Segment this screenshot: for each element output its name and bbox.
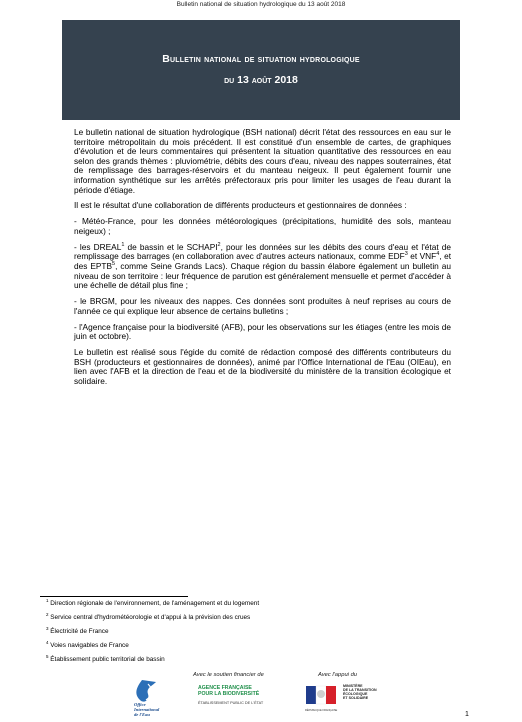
- footnote-number: 4: [46, 640, 49, 646]
- oieau-line: de l'Eau: [134, 712, 150, 717]
- footnote-text: Établissement public territorial de bassin: [50, 656, 165, 664]
- footnote-ref: 3: [404, 251, 408, 258]
- paragraph-dreal: [74, 243, 451, 291]
- footnote-item: [46, 597, 466, 608]
- document-date: du 13 août 2018: [224, 74, 298, 86]
- ministere-line: ÉCOLOGIQUE: [343, 692, 368, 697]
- footnote-text: Électricité de France: [50, 628, 109, 636]
- body-text: [74, 128, 451, 393]
- ministere-line: MINISTÈRE: [343, 684, 363, 688]
- text-span: , comme Seine Grands Lacs). Chaque région du bassin élabore également un bulletin au niveau de son territoire : leur fréquence de parution est généralement mensuelle et permet d'accéder à une échelle de détail plus fine ;: [74, 261, 452, 291]
- paragraph-brgm: - le BRGM, pour les niveaux des nappes. Ces données sont produites à neuf reprises au cours de l'année ce qui explique leur absence de certains bulletins ;: [74, 296, 451, 316]
- text-span: , pour les données sur les débits des cours d'eau et l'état de remplissage des barrages (en collaboration avec d'autres acteurs nationaux, comme EDF: [74, 241, 451, 262]
- footnote-item: [46, 656, 466, 664]
- footnotes: [46, 597, 466, 670]
- paragraph-collaboration: Il est le résultat d'une collaboration de différents producteurs et gestionnaires de données :: [74, 200, 407, 211]
- footnote-number: 1: [46, 597, 49, 603]
- afb-logo-subtitle: ÉTABLISSEMENT PUBLIC DE L'ÉTAT: [198, 701, 264, 705]
- oieau-logo-text: [134, 702, 159, 717]
- ministere-logo-text: [343, 684, 377, 700]
- running-header: Bulletin national de situation hydrologique du 13 août 2018: [176, 1, 346, 8]
- text-span: , et des EPTB: [74, 251, 452, 272]
- ministere-line: DE LA TRANSITION: [343, 688, 377, 693]
- footnote-ref: 5: [112, 261, 116, 268]
- republique-francaise-logo-icon: [306, 684, 338, 710]
- footnote-item: [46, 628, 466, 636]
- text-span: et VNF: [407, 251, 437, 262]
- oieau-line: Office: [134, 702, 146, 707]
- text-span: - les DREAL: [74, 241, 122, 252]
- paragraph-afb: - l'Agence française pour la biodiversité (AFB), pour les observations sur les étiages (entre les mois de juin et octobre).: [74, 321, 451, 342]
- republique-francaise-label: RÉPUBLIQUE FRANÇAISE: [305, 709, 338, 712]
- footnote-text: Direction régionale de l'environnement, de l'aménagement et du logement: [50, 600, 260, 607]
- financial-support-label: Avec le soutien financier de: [193, 672, 264, 678]
- afb-logo-line: AGENCE FRANÇAISE: [198, 685, 252, 691]
- paragraph-meteo-france: - Météo-France, pour les données météorologiques (précipitations, humidité des sols, manteau neigeux) ;: [74, 216, 451, 236]
- footnote-text: Voies navigables de France: [50, 642, 129, 650]
- footnote-divider: [40, 596, 188, 597]
- footnote-item: [46, 642, 466, 650]
- footnote-ref: 2: [217, 242, 221, 249]
- paragraph-redaction: Le bulletin est réalisé sous l'égide du comité de rédaction composé des différents contributeurs du BSH (producteurs et gestionnaires de données), animé par l'Office International de l'Eau (OIEau), en lien avec l'AFB et la direction de l'eau et de la biodiversité du ministère de la transition écologique et solidaire.: [74, 347, 451, 386]
- text-span: de bassin et le SCHAPI: [124, 241, 218, 252]
- paragraph-intro: Le bulletin national de situation hydrologique (BSH national) décrit l'état des ressources en eau sur le territoire métropolitain du mois précédent. Il est constitué d'un ensemble de cartes, de graphiques d'évolution et de leurs commentaires qui présentent la situation quantitative des ressources en eau selon des grands thèmes : pluviométrie, débits des cours d'eau, niveau des nappes souterraines, état de remplissage des barrages-réservoirs et du manteau neigeux. Il peut également fournir une information synthétique sur les arrêtés préfectoraux pris pour limiter les usages de l'eau durant la période d'étiage.: [74, 127, 451, 195]
- document-title: Bulletin national de situation hydrologique: [162, 53, 360, 65]
- page-number: 1: [465, 711, 469, 718]
- oieau-line: International: [134, 707, 160, 712]
- ministere-line: ET SOLIDAIRE: [343, 696, 369, 701]
- footnote-item: [46, 611, 466, 622]
- footnote-number: 5: [46, 654, 49, 660]
- afb-logo-line: POUR LA BIODIVERSITÉ: [198, 691, 260, 697]
- footnote-ref: 4: [436, 251, 440, 258]
- title-banner: [62, 20, 460, 120]
- footnote-text: Service central d'hydrométéorologie et d'appui à la prévision des crues: [50, 614, 251, 622]
- support-label: Avec l'appui du: [318, 672, 358, 678]
- footnote-number: 3: [46, 626, 49, 632]
- footnote-ref: 1: [121, 242, 125, 249]
- footnote-number: 2: [46, 611, 49, 617]
